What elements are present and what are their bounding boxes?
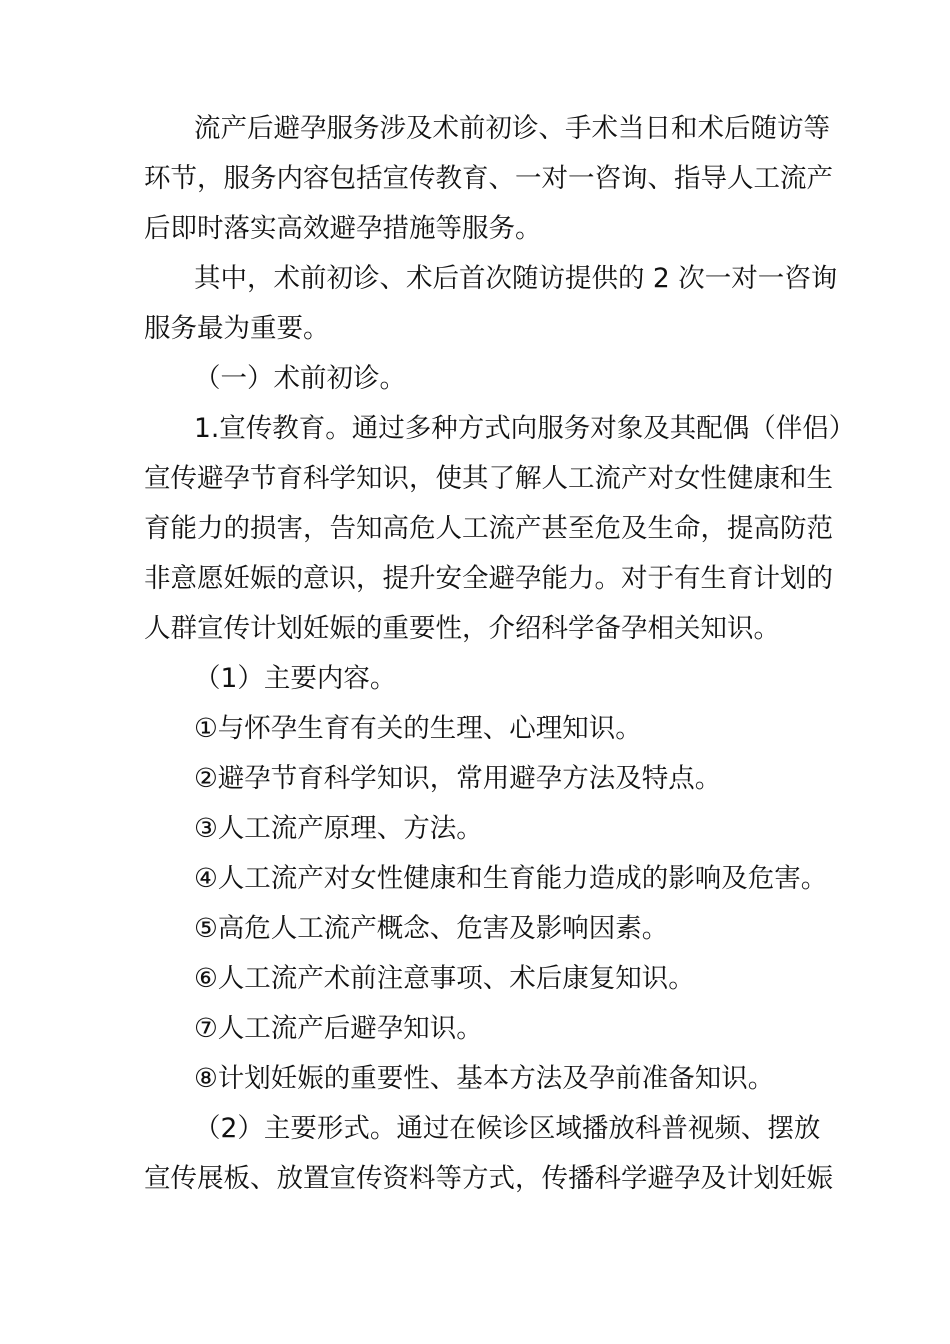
section-heading-preop (144, 354, 812, 404)
list-item: ⑥人工流产术前注意事项、术后康复知识。 (194, 963, 695, 994)
paragraph-main-forms (144, 1104, 833, 1204)
list-item: ⑦人工流产后避孕知识。 (194, 1013, 483, 1044)
text-line: 服务最为重要。 (144, 313, 330, 344)
list-item: ⑧计划妊娠的重要性、基本方法及孕前准备知识。 (194, 1063, 775, 1094)
text-line: 后即时落实高效避孕措施等服务。 (144, 213, 542, 244)
list-item: ⑤高危人工流产概念、危害及影响因素。 (194, 913, 669, 944)
text-line: 非意愿妊娠的意识，提升安全避孕能力。对于有生育计划的 (144, 563, 833, 594)
section-heading: （一）术前初诊。 (194, 363, 406, 394)
list-item: ②避孕节育科学知识，常用避孕方法及特点。 (194, 763, 722, 794)
text-line: （2）主要形式。通过在候诊区域播放科普视频、摆放 (194, 1113, 821, 1144)
text-line: 宣传展板、放置宣传资料等方式，传播科学避孕及计划妊娠 (144, 1163, 833, 1194)
text-line: 环节，服务内容包括宣传教育、一对一咨询、指导人工流产 (144, 163, 833, 194)
text-line: 其中，术前初诊、术后首次随访提供的 2 次一对一咨询 (194, 263, 838, 294)
paragraph-intro (144, 104, 833, 254)
subheading-main-content (144, 654, 812, 704)
paragraph-education (144, 404, 856, 654)
subheading: （1）主要内容。 (194, 663, 397, 694)
list-item: ④人工流产对女性健康和生育能力造成的影响及危害。 (194, 863, 828, 894)
content-list (144, 704, 828, 1104)
list-item: ①与怀孕生育有关的生理、心理知识。 (194, 713, 642, 744)
list-item: ③人工流产原理、方法。 (194, 813, 483, 844)
document-page (144, 104, 856, 1204)
text-line: 育能力的损害，告知高危人工流产甚至危及生命，提高防范 (144, 513, 833, 544)
text-line: 流产后避孕服务涉及术前初诊、手术当日和术后随访等 (194, 113, 830, 144)
text-line: 人群宣传计划妊娠的重要性，介绍科学备孕相关知识。 (144, 613, 780, 644)
text-line: 1.宣传教育。通过多种方式向服务对象及其配偶（伴侣） (194, 413, 856, 444)
paragraph-key-consultations (144, 254, 838, 354)
text-line: 宣传避孕节育科学知识，使其了解人工流产对女性健康和生 (144, 463, 833, 494)
